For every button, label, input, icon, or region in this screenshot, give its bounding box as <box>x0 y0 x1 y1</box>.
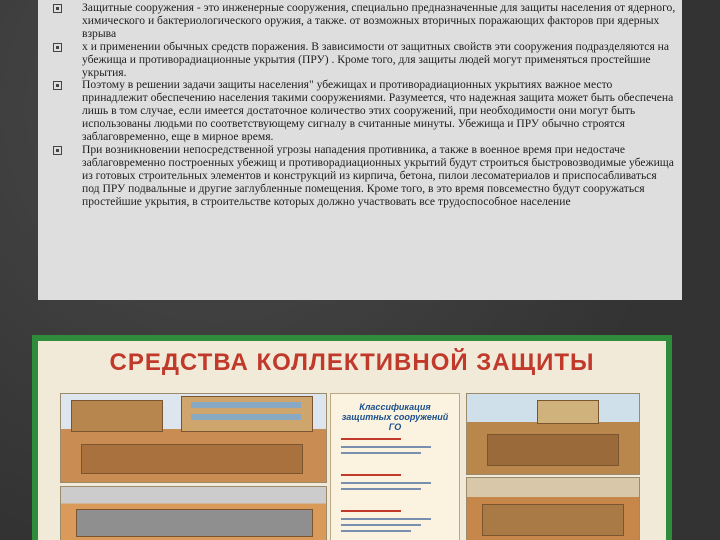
square-bullet-icon <box>53 43 62 52</box>
bullet-text: Поэтому в решении задачи защиты населения" убежищах и противорадиационных укрытиях важное место принадлежит обеспечению населения такими сооружениями. Разумеется, что надежная защита может быть обеспечена лишь в том случае, если имеется достаточное количество этих сооружений, при необходимости они могут быть использованы людьми по соответствующему сигналу в считанные минуты. Убежища и ПРУ обычно строятся заблаговременно, еще в мирное время. <box>82 78 674 144</box>
bullet-item <box>46 41 676 80</box>
classification-line <box>341 452 421 454</box>
classification-line <box>341 530 411 532</box>
bullet-text: Защитные сооружения - это инженерные сооружения, специально предназначенные для защиты населения от ядерного, химического и бактериологического оружия, а также. от возможных вторичных поражающих факторов при ядерных взрыва <box>82 1 676 40</box>
poster-body <box>38 341 666 540</box>
house-illustration <box>537 400 599 424</box>
bullet-item <box>46 79 676 144</box>
classification-line <box>341 474 401 476</box>
bullet-text: При возникновении непосредственной угрозы нападения противника, а также в военное время при недостаче заблаговременно построенных убежищ и противорадиационных укрытий будут строиться быстровозводимые убежища из готовых строительных элементов и конструкций из кирпича, бетона, пилои лесоматериалов и приспосабливаться под ПРУ подвальные и другие заглубленные помещения. Кроме того, в это время повсеместно будут сооружаться простейшие укрытия, в строительстве которых должно участвовать все трудоспособное население <box>82 142 674 208</box>
classification-panel <box>330 393 460 540</box>
classification-line <box>341 524 421 526</box>
simple-shelter-illustration <box>466 477 640 540</box>
underground-shelter-illustration <box>81 444 303 474</box>
classification-title: Классификация защитных сооружений ГО <box>341 402 449 432</box>
shelter-cutaway-illustration <box>60 393 327 483</box>
bullet-list <box>46 2 676 209</box>
bullet-text: х и применении обычных средств поражения. В зависимости от защитных свойств эти сооружения подразделяются на убежища и противорадиационные укрытия (ПРУ) . Кроме того, для защиты людей могут применяться простейшие укрытия. <box>82 39 670 79</box>
classification-line <box>341 438 401 440</box>
trench-illustration <box>482 504 624 536</box>
classification-line <box>341 518 431 520</box>
classification-line <box>341 488 421 490</box>
building-illustration <box>71 400 163 432</box>
classification-line <box>341 510 401 512</box>
dugout-shelter-illustration <box>466 393 640 475</box>
square-bullet-icon <box>53 146 62 155</box>
shelter-interior-illustration <box>60 486 327 540</box>
shelter-room-illustration <box>76 509 313 537</box>
bullet-item <box>46 2 676 41</box>
square-bullet-icon <box>53 4 62 13</box>
window-row <box>191 402 301 408</box>
window-row <box>191 414 301 420</box>
classification-line <box>341 482 431 484</box>
collective-protection-poster <box>32 335 672 540</box>
bullet-item <box>46 144 676 209</box>
square-bullet-icon <box>53 81 62 90</box>
classification-line <box>341 446 431 448</box>
poster-title: СРЕДСТВА КОЛЛЕКТИВНОЙ ЗАЩИТЫ <box>109 349 595 376</box>
cellar-illustration <box>487 434 619 466</box>
